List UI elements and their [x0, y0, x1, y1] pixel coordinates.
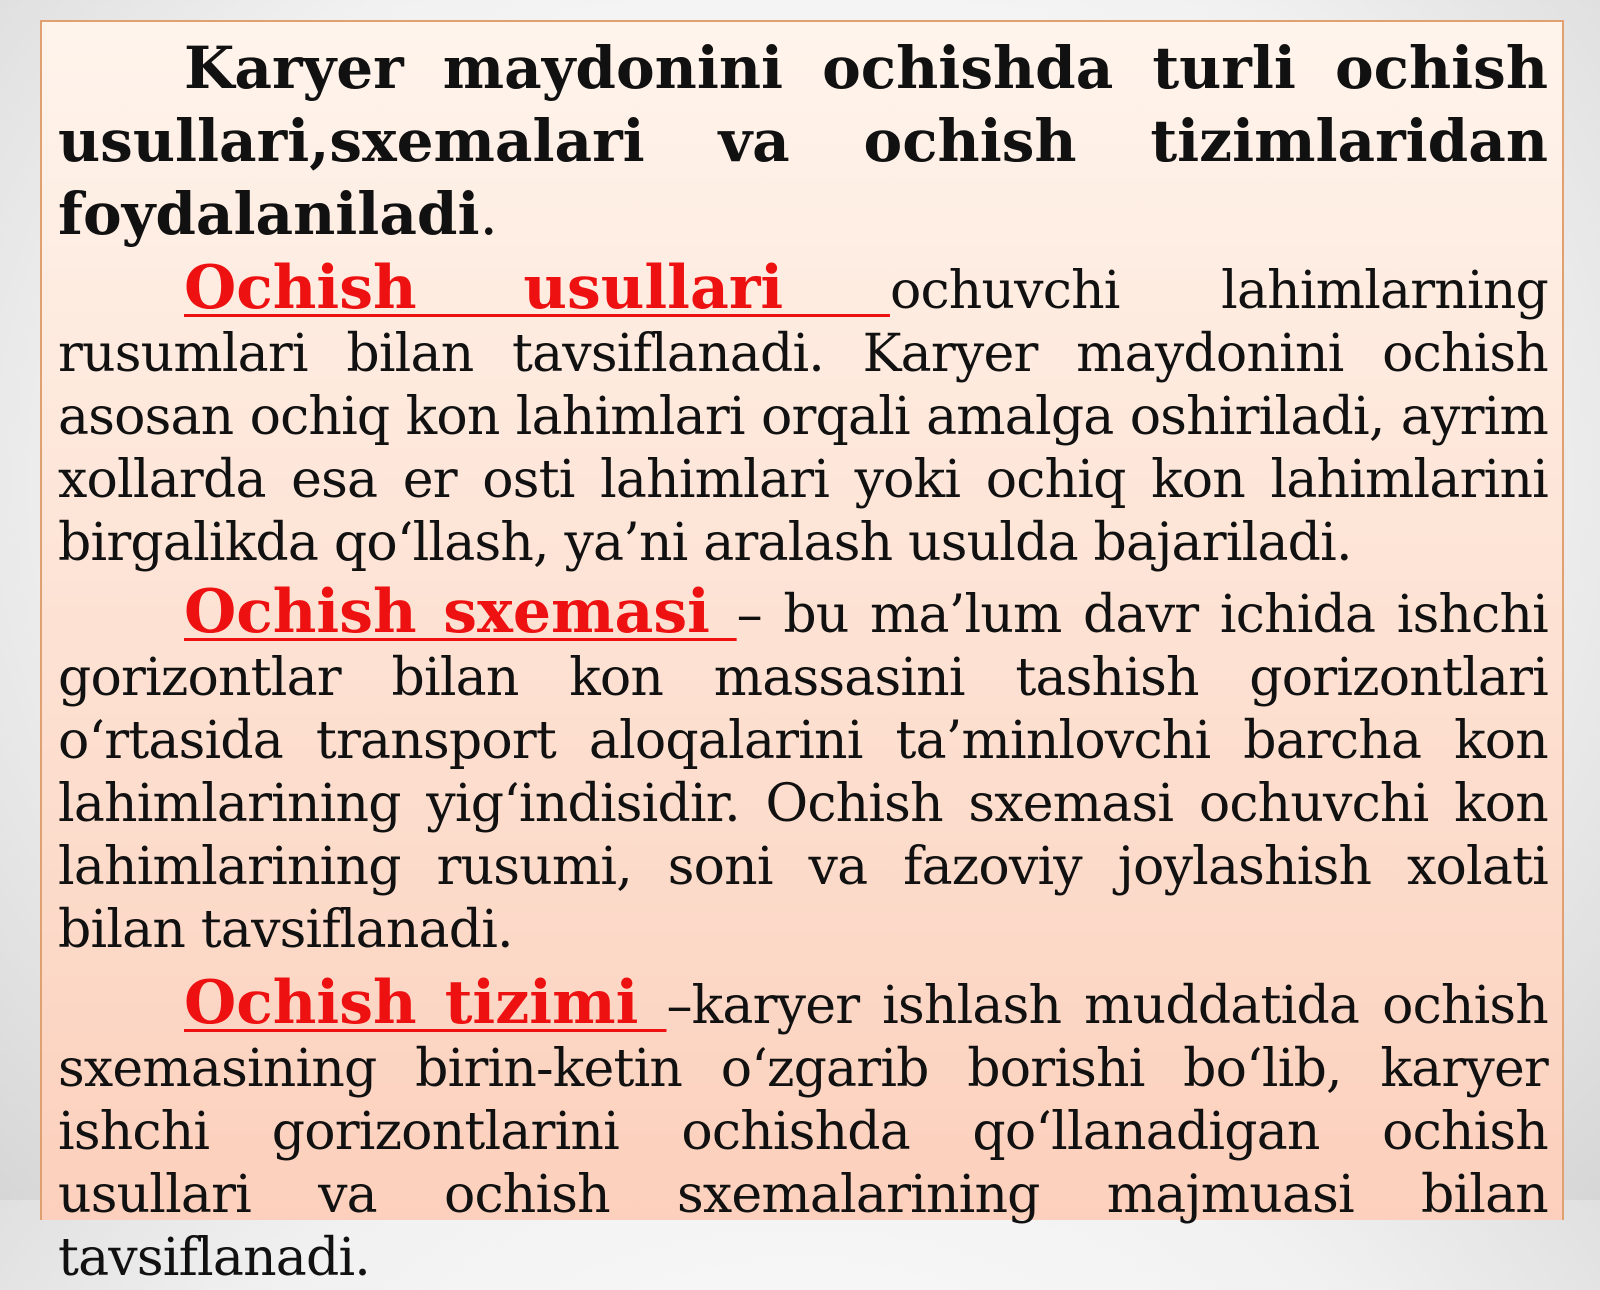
- intro-text: Karyer maydonini ochishda turli ochish usullari,sxemalari va ochish tizimlaridan foydalaniladi: [58, 34, 1548, 248]
- paragraph-text: –karyer ishlash muddatida ochish sxemasining birin-ketin o‘zgarib borishi bo‘lib, karyer ishchi gorizontlarini ochishda qo‘llanadigan ochish usullari va ochish sxemalarining majmuasi bilan tavsiflanadi.: [58, 976, 1548, 1288]
- intro-paragraph: [58, 32, 1548, 251]
- term-ochish-sxemasi: Ochish sxemasi: [184, 577, 737, 647]
- slide-frame: [40, 20, 1564, 1288]
- paragraph-ochish-sxemasi: [58, 577, 1549, 962]
- paragraph-text: ochuvchi lahimlarning rusumlari bilan tavsiflanadi. Karyer maydonini ochish asosan ochiq kon lahimlari orqali amalga oshiriladi, ayrim xollarda esa er osti lahimlari yoki ochiq kon lahimlarini birgalikda qo‘llash, ya’ni aralash usulda bajariladi.: [58, 261, 1548, 573]
- term-ochish-tizimi: Ochish tizimi: [184, 968, 667, 1038]
- paragraph-ochish-usullari: [58, 253, 1548, 575]
- paragraph-ochish-tizimi: [58, 968, 1548, 1290]
- intro-period: .: [479, 180, 498, 248]
- slide-text-box: [58, 32, 1548, 1290]
- term-ochish-usullari: Ochish usullari: [184, 253, 890, 323]
- paragraph-text: – bu ma’lum davr ichida ishchi gorizontlar bilan kon massasini tashish gorizontlari o‘rtasida transport aloqalarini ta’minlovchi barcha kon lahimlarining yig‘indisidir. Ochish sxemasi ochuvchi kon lahimlarining rusumi, soni va fazoviy joylashish xolati bilan tavsiflanadi.: [58, 585, 1549, 960]
